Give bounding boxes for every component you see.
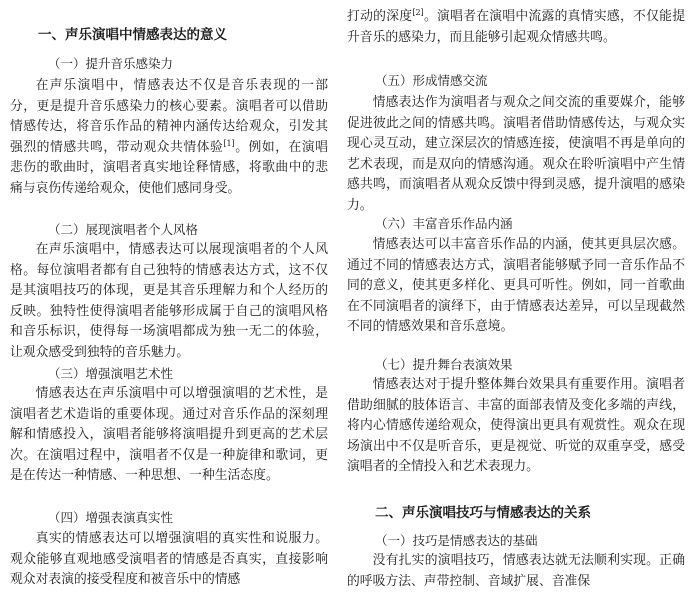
paragraph: 情感表达可以丰富音乐作品的内涵，使其更具层次感。通过不同的情感表达方式，演唱者能够赋予同一音乐作品不同的意义，使其更多样化、更具可听性。例如，同一首歌曲在不同演唱者的演绎下，由于情感表达差异，可以呈现截然不同的情感效果和音乐意境。 bbox=[347, 237, 685, 335]
citation-ref: [2] bbox=[412, 8, 424, 17]
paragraph: 情感表达在声乐演唱中可以增强演唱的艺术性，是演唱者艺术造诣的重要体现。通过对音乐作品的深刻理解和情感投入，演唱者能够将演唱提升到更高的艺术层次。在演唱过程中，演唱者不仅是一种旋律和歌词，更是在传达一种情感、一种思想、一种生活态度。 bbox=[10, 386, 328, 484]
subsection-title: （四）增强表演真实性 bbox=[48, 510, 174, 525]
paragraph-text: 。例如，在演唱悲伤的歌曲时，演唱者真实地诠释情感，将歌曲中的悲痛与哀伤传递给观众，使他们感同身受。 bbox=[10, 139, 329, 196]
paragraph bbox=[347, 7, 685, 48]
paragraph: 真实的情感表达可以增强演唱的真实性和说服力。观众能够直观地感受演唱者的情感是否真实，直接影响观众对表演的接受程度和被音乐中的情感 bbox=[10, 531, 328, 588]
subsection-title: （六）丰富音乐作品内涵 bbox=[375, 216, 513, 231]
paragraph-text: 打动的深度 bbox=[347, 9, 413, 24]
subsection-title: （一）技巧是情感表达的基础 bbox=[375, 533, 538, 548]
paragraph: 情感表达对于提升整体舞台效果具有重要作用。演唱者借助细腻的肢体语言、丰富的面部表情及变化多端的声线，将内心情感传递给观众，使得演出更具有观赏性。观众在现场演出中不仅是听音乐，更是视觉、听觉的双重享受，感受演唱者的全情投入和艺术表现力。 bbox=[347, 377, 685, 475]
paragraph bbox=[10, 76, 328, 200]
citation-ref: [1] bbox=[223, 138, 235, 148]
paragraph: 没有扎实的演唱技巧，情感表达就无法顺利实现。正确的呼吸方法、声带控制、音域扩展、音准保 bbox=[347, 553, 685, 589]
subsection-title: （三）增强演唱艺术性 bbox=[48, 366, 174, 381]
subsection-title: （二）展现演唱者个人风格 bbox=[48, 222, 199, 237]
subsection-title: （五）形成情感交流 bbox=[375, 73, 488, 88]
subsection-title: （一）提升音乐感染力 bbox=[48, 56, 174, 71]
subsection-title: （七）提升舞台表演效果 bbox=[375, 357, 513, 372]
paragraph-text: 在声乐演唱中，情感表达不仅是音乐表现的一部分，更是提升音乐感染力的核心要素。演唱者可以借助情感传达，将音乐作品的精神内涵传达给观众，引发其强烈的情感共鸣，带动观众共情体验 bbox=[10, 78, 328, 155]
paragraph: 在声乐演唱中，情感表达可以展现演唱者的个人风格。每位演唱者都有自己独特的情感表达方式，这不仅是其演唱技巧的体现，更是其音乐理解力和个人经历的反映。独特性使得演唱者能够形成属于自己的演唱风格和音乐标识，使得每一场演唱都成为独一无二的体验，让观众感受到独特的音乐魅力。 bbox=[10, 242, 328, 360]
paragraph: 情感表达作为演唱者与观众之间交流的重要媒介，能够促进彼此之间的情感共鸣。演唱者借助情感传达，与观众实现心灵互动，建立深层次的情感连接，使演唱不再是单向的艺术表现，而是双向的情感沟通。观众在聆听演唱中产生情感共鸣，而演唱者从观众反馈中得到灵感，提升演唱的感染力。 bbox=[347, 95, 685, 213]
section-one-title: 一、声乐演唱中情感表达的意义 bbox=[38, 27, 227, 43]
section-two-title: 二、声乐演唱技巧与情感表达的关系 bbox=[375, 505, 591, 521]
paragraph-text: 。演唱者在演唱中流露的真情实感，不仅能提升音乐的感染力，而且能够引起观众情感共鸣。 bbox=[347, 9, 686, 45]
